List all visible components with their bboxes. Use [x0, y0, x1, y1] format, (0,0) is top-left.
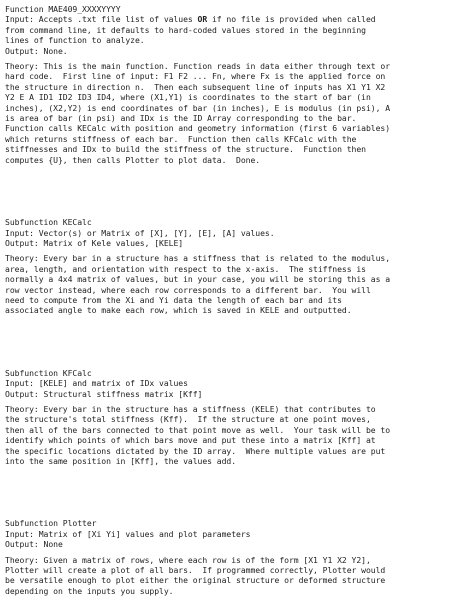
function-theory [5, 61, 471, 165]
input-suffix: if no file is provided when called [207, 14, 376, 25]
subfunction-input: Input: [KELE] and matrix of IDx values [5, 378, 188, 389]
subfunction-theory [5, 253, 471, 315]
theory-line: the structure's total stiffness (Kff). If the structure at one point moves, [5, 414, 371, 425]
document-page [5, 4, 471, 596]
theory-line: stiffnesses and IDx to build the stiffness of the structure. Function then [5, 144, 366, 155]
subfunction-title: Subfunction Plotter [5, 518, 97, 529]
theory-line: normally a 4x4 matrix of values, but in your case, you will be storing this as a [5, 274, 391, 285]
function-title: Function MAE409_XXXXYYYY [5, 4, 121, 14]
theory-line: the specific locations dictated by the ID array. Where multiple values are put [5, 445, 386, 456]
subfunction-input: Input: Matrix of [Xi Yi] values and plot parameters [5, 528, 251, 539]
subfunction-title: Subfunction KFCalc [5, 367, 92, 378]
input-prefix: Input: Accepts .txt file list of values [5, 14, 198, 25]
theory-line: row vector instead, where each row corresponds to a different bar. You will [5, 284, 371, 295]
section-kfcalc [5, 368, 471, 467]
theory-line: identify which points of which bars move and put these into a matrix [Kff] at [5, 435, 376, 446]
function-output: Output: None. [5, 45, 68, 56]
theory-line: associated angle to make each row, which is saved in KELE and outputted. [5, 305, 352, 316]
theory-line: computes {U}, then calls Plotter to plot data. Done. [5, 154, 261, 165]
theory-line: Plotter will create a plot of all bars. If programmed correctly, Plotter would [5, 565, 386, 576]
theory-line: Theory: This is the main function. Function reads in data either through text or [5, 61, 391, 72]
section-kecalc [5, 217, 471, 316]
input-or-bold: OR [197, 14, 208, 25]
subfunction-output: Output: None [5, 539, 63, 550]
theory-line: the structure in direction n. Then each subsequent line of inputs has X1 Y1 X2 [5, 81, 386, 92]
subfunction-input: Input: Vector(s) or Matrix of [X], [Y], [E], [A] values. [5, 227, 275, 238]
theory-line: Y2 E A ID1 ID2 ID3 ID4, where (X1,Y1) is coordinates to the start of bar (in [5, 92, 371, 103]
theory-line: inches), (X2,Y2) is end coordinates of bar (in inches), E is modulus (in psi), A [5, 102, 391, 113]
theory-line: Theory: Every bar in the structure has a stiffness (KELE) that contributes to [5, 403, 376, 414]
section-plotter [5, 518, 471, 596]
theory-line: hard code. First line of input: F1 F2 ... Fn, where Fx is the applied force on [5, 71, 386, 82]
theory-line: depending on the inputs you supply. [5, 585, 174, 596]
subfunction-theory [5, 404, 471, 466]
subfunction-theory [5, 555, 471, 596]
subfunction-title: Subfunction KECalc [5, 217, 92, 228]
theory-line: then all of the bars connected to that point move as well. Your task will be to [5, 424, 391, 435]
theory-line: need to compute from the Xi and Yi data the length of each bar and its [5, 294, 342, 305]
theory-line: into the same position in [Kff], the values add. [5, 456, 237, 466]
theory-line: area, length, and orientation with respect to the x-axis. The stiffness is [5, 263, 366, 274]
theory-line: which returns stiffness of each bar. Function then calls KFCalc with the [5, 133, 357, 144]
function-input-line [5, 14, 471, 24]
theory-line: is area of bar (in psi) and IDx is the ID Array corresponding to the bar. [5, 113, 357, 124]
input-continuation: from command line, it defaults to hard-coded values stored in the beginning [5, 24, 366, 35]
theory-line: Theory: Given a matrix of rows, where each row is of the form [X1 Y1 X2 Y2], [5, 554, 371, 565]
section-main-function [5, 4, 471, 165]
theory-line: be versatile enough to plot either the original structure or deformed structure [5, 575, 386, 586]
theory-line: Function calls KECalc with position and geometry information (first 6 variables) [5, 123, 391, 134]
subfunction-output: Output: Matrix of Kele values, [KELE] [5, 237, 184, 248]
theory-line: Theory: Every bar in a structure has a stiffness that is related to the modulus, [5, 253, 391, 264]
input-continuation: lines of function to analyze. [5, 35, 145, 46]
subfunction-output: Output: Structural stiffness matrix [Kff] [5, 388, 203, 399]
